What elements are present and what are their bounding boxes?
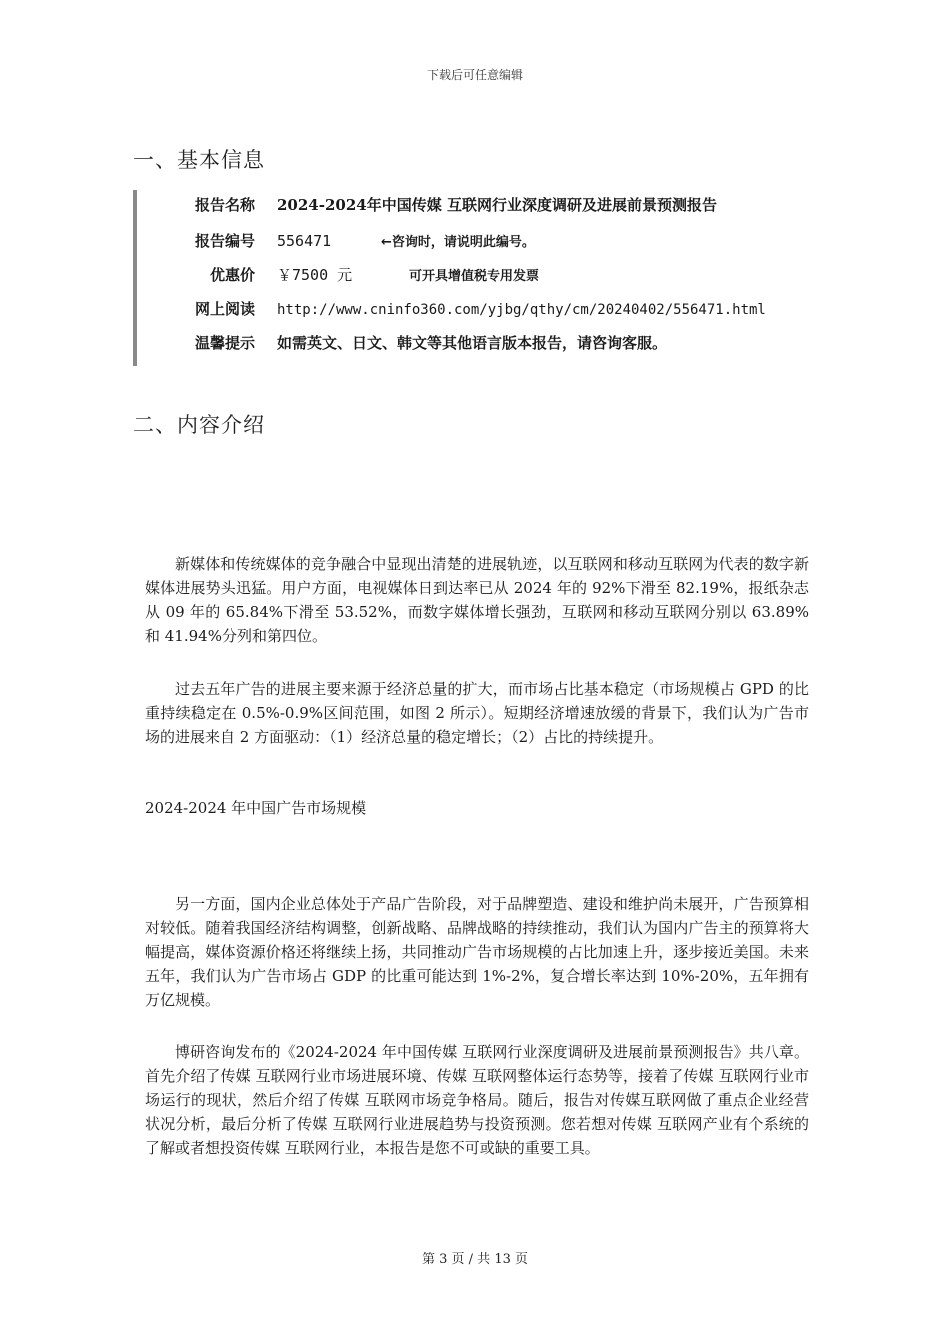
report-name-label: 报告名称 [194,196,255,214]
info-row-online [167,298,766,319]
page-header: 下载后可任意编辑 [426,68,523,82]
figure-caption: 2024-2024 年中国广告市场规模 [145,799,367,817]
page-footer: 第 3 页 / 共 13 页 [422,1252,528,1267]
info-row-report-id [167,230,535,251]
price-label: 优惠价 [209,266,255,284]
price-note: 可开具增值税专用发票 [409,269,540,284]
tip-value: 如需英文、日文、韩文等其他语言版本报告，请咨询客服。 [277,334,668,352]
content-paragraph-3: 另一方面，国内企业总体处于产品广告阶段，对于品牌塑造、建设和维护尚未展开，广告预算相对较低。随着我国经济结构调整，创新战略、品牌战略的持续推动，我们认为国内广告主的预算将大幅提高，媒体资源价格还将继续上扬，共同推动广告市场规模的占比加速上升，逐步接近美国。未来五年，我们认为广告市场占 GDP 的比重可能达到 1%-2%，复合增长率达到 10%-20%，五年拥有万亿规模。 [145,895,809,1009]
online-link[interactable]: http://www.cninfo360.com/yjbg/qthy/cm/20240402/556471.html [277,302,766,318]
info-row-tip [167,332,667,353]
online-label: 网上阅读 [194,300,255,318]
price-value: ￥7500 元 [277,266,353,284]
report-id-note: ←咨询时，请说明此编号。 [381,235,535,250]
report-id-value: 556471 [277,232,332,250]
section-title-content-intro: 二、内容介绍 [133,413,265,437]
content-paragraph-1: 新媒体和传统媒体的竞争融合中显现出清楚的进展轨迹，以互联网和移动互联网为代表的数字新媒体进展势头迅猛。用户方面，电视媒体日到达率已从 2024 年的 92%下滑至 82.19%，报纸杂志从 09 年的 65.84%下滑至 53.52%，而数字媒体增长强劲，互联网和移动互联网分别以 63.89%和 41.94%分列和第四位。 [145,555,809,645]
report-name-value: 2024-2024年中国传媒 互联网行业深度调研及进展前景预测报告 [277,196,717,214]
report-id-label: 报告编号 [194,232,255,250]
info-row-price [167,264,539,285]
content-paragraph-4: 博研咨询发布的《2024-2024 年中国传媒 互联网行业深度调研及进展前景预测报告》共八章。首先介绍了传媒 互联网行业市场进展环境、传媒 互联网整体运行态势等，接着了传媒 互联网行业市场运行的现状，然后介绍了传媒 互联网市场竞争格局。随后，报告对传媒互联网做了重点企业经营状况分析，最后分析了传媒 互联网行业进展趋势与投资预测。您若想对传媒 互联网产业有个系统的了解或者想投资传媒 互联网行业，本报告是您不可或缺的重要工具。 [145,1043,809,1157]
info-row-report-name [167,194,717,215]
content-paragraph-2: 过去五年广告的进展主要来源于经济总量的扩大，而市场占比基本稳定（市场规模占 GPD 的比重持续稳定在 0.5%-0.9%区间范围，如图 2 所示）。短期经济增速放缓的背景下，我们认为广告市场的进展来自 2 方面驱动：（1）经济总量的稳定增长；（2）占比的持续提升。 [145,680,809,746]
info-block [133,190,837,366]
tip-label: 温馨提示 [194,334,255,352]
section-title-basic-info: 一、基本信息 [133,148,265,172]
